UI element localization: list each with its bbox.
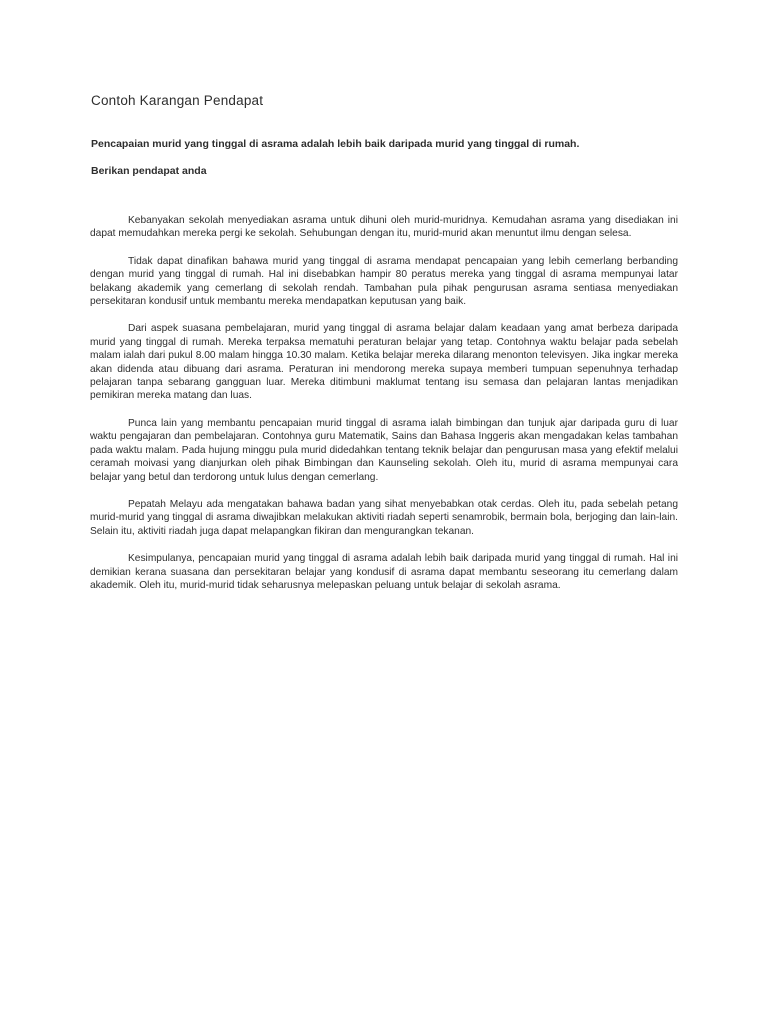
essay-instruction: Berikan pendapat anda: [91, 165, 207, 177]
paragraph-point-1: Tidak dapat dinafikan bahawa murid yang tinggal di asrama mendapat pencapaian yang lebih cemerlang berbanding dengan murid yang tinggal di rumah. Hal ini disebabkan hampir 80 peratus mereka yang tinggal di asrama mempunyai latar belakang akademik yang cemerlang di sekolah rendah. Tambahan pula pihak pengurusan asrama sentiasa menyediakan persekitaran kondusif untuk membantu mereka mendapatkan keputusan yang baik.: [90, 255, 678, 308]
essay-body: [90, 214, 678, 606]
essay-question: Pencapaian murid yang tinggal di asrama adalah lebih baik daripada murid yang tinggal di rumah.: [91, 138, 580, 150]
document-title: Contoh Karangan Pendapat: [91, 93, 264, 108]
paragraph-point-2: Dari aspek suasana pembelajaran, murid yang tinggal di asrama belajar dalam keadaan yang amat berbeza daripada murid yang tinggal di rumah. Mereka terpaksa mematuhi peraturan belajar yang tetap. Contohnya waktu belajar pada sebelah malam ialah dari pukul 8.00 malam hingga 10.30 malam. Ketika belajar mereka dilarang menonton televisyen. Jika ingkar mereka akan didenda atau dibuang dari asrama. Peraturan ini mendorong mereka supaya memberi tumpuan sepenuhnya terhadap pelajaran tanpa sebarang gangguan luar. Mereka ditimbuni maklumat tentang isu semasa dan pelajaran lantas menjadikan pemikiran mereka matang dan luas.: [90, 323, 678, 402]
paragraph-point-4: Pepatah Melayu ada mengatakan bahawa badan yang sihat menyebabkan otak cerdas. Oleh itu, pada sebelah petang murid-murid yang tinggal di asrama diwajibkan melakukan aktiviti riadah seperti senamrobik, bermain bola, berjoging dan lain-lain. Selain itu, aktiviti riadah juga dapat melapangkan fikiran dan mengurangkan tekanan.: [90, 498, 678, 537]
paragraph-introduction: Kebanyakan sekolah menyediakan asrama untuk dihuni oleh murid-muridnya. Kemudahan asrama yang disediakan ini dapat memudahkan mereka pergi ke sekolah. Sehubungan dengan itu, murid-murid akan menuntut ilmu dengan selesa.: [90, 215, 678, 240]
paragraph-point-3: Punca lain yang membantu pencapaian murid tinggal di asrama ialah bimbingan dan tunjuk ajar daripada guru di luar waktu pengajaran dan pembelajaran. Contohnya guru Matematik, Sains dan Bahasa Inggeris akan mengadakan kelas tambahan pada waktu malam. Pada hujung minggu pula murid didedahkan tentang teknik belajar dan pengurusan masa yang efektif melalui ceramah moivasi yang dianjurkan oleh pihak Bimbingan dan Kaunseling sekolah. Oleh itu, murid di asrama mempunyai cara belajar yang betul dan terdorong untuk lulus dengan cemerlang.: [90, 417, 678, 483]
paragraph-conclusion: Kesimpulanya, pencapaian murid yang tinggal di asrama adalah lebih baik daripada murid yang tinggal di rumah. Hal ini demikian kerana suasana dan persekitaran belajar yang kondusif di asrama dapat membantu seseorang itu cemerlang dalam akademik. Oleh itu, murid-murid tidak seharusnya melepaskan peluang untuk belajar di sekolah asrama.: [90, 553, 678, 591]
